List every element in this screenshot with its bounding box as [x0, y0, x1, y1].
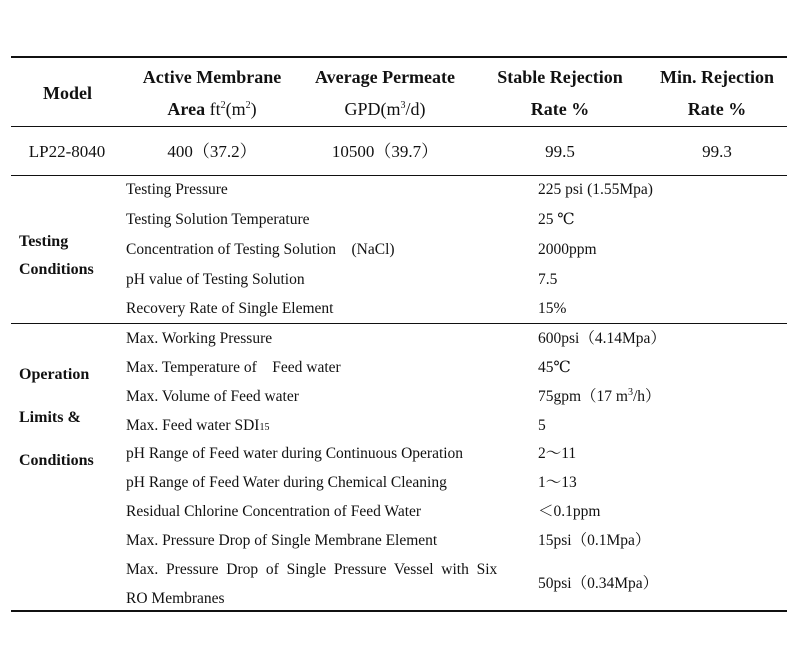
- operation-param-line1: Max. Pressure Drop of Single Pressure Vessel with Six: [126, 561, 498, 578]
- testing-conditions-label-line1: Testing: [19, 233, 69, 250]
- avg-permeate-value: 10500（39.7）: [331, 142, 439, 161]
- operation-param: Max. Feed water SDI15: [126, 417, 270, 434]
- top-rule: [11, 56, 787, 58]
- header-model: Model: [43, 83, 92, 103]
- stable-rejection-value: 99.5: [545, 142, 575, 161]
- testing-param: Concentration of Testing Solution (NaCl): [126, 241, 395, 258]
- operation-value: 600psi（4.14Mpa）: [538, 330, 666, 347]
- testing-value: 7.5: [538, 271, 558, 288]
- testing-param: Testing Solution Temperature: [126, 211, 310, 228]
- operation-value: 2～11: [538, 445, 577, 462]
- operation-param-line2: RO Membranes: [126, 590, 225, 607]
- header-avg-permeate-line2: $GPD(m^3/d)$: [344, 99, 426, 119]
- operation-label-line3: Conditions: [19, 452, 94, 469]
- operation-value: 15psi（0.1Mpa）: [538, 532, 651, 549]
- testing-section-rule: [11, 323, 787, 324]
- operation-param: pH Range of Feed water during Continuous Operation: [126, 445, 464, 462]
- header-stable-rejection-line2: Rate %: [530, 99, 590, 119]
- testing-value: 225 psi (1.55Mpa): [538, 181, 653, 198]
- testing-param: Testing Pressure: [126, 181, 228, 198]
- operation-param: Residual Chlorine Concentration of Feed Water: [126, 503, 422, 520]
- operation-value: 50psi（0.34Mpa）: [538, 575, 659, 592]
- active-area-value: 400（37.2）: [167, 142, 257, 161]
- operation-value: 5: [538, 417, 546, 434]
- operation-param: Max. Temperature of Feed water: [126, 359, 341, 376]
- operation-value: 75gpm（17 $m^3/h$）: [538, 386, 661, 405]
- testing-value: 25 ℃: [538, 211, 575, 228]
- header-avg-permeate-line1: Average Permeate: [314, 67, 456, 87]
- model-name: LP22-8040: [28, 142, 106, 161]
- operation-value: 45℃: [538, 359, 571, 376]
- header-min-rejection-line2: Rate %: [687, 99, 747, 119]
- min-rejection-value: 99.3: [702, 142, 732, 161]
- operation-param: Max. Volume of Feed water: [126, 388, 299, 405]
- testing-value: 2000ppm: [538, 241, 597, 258]
- model-row-rule: [11, 175, 787, 176]
- testing-param: pH value of Testing Solution: [126, 271, 305, 288]
- testing-conditions-label-line2: Conditions: [19, 261, 94, 278]
- header-active-area-line1: Active Membrane: [142, 67, 282, 87]
- operation-param: pH Range of Feed Water during Chemical Cleaning: [126, 474, 447, 491]
- operation-value: 1～13: [538, 474, 577, 491]
- bottom-rule: [11, 610, 787, 612]
- operation-label-line2: Limits &: [19, 409, 81, 426]
- header-stable-rejection-line1: Stable Rejection: [497, 67, 623, 87]
- operation-param: Max. Pressure Drop of Single Membrane Element: [126, 532, 438, 549]
- header-active-area-line2: Area $ft^2(m^2)$: [167, 99, 257, 119]
- operation-label-line1: Operation: [19, 366, 90, 383]
- testing-param: Recovery Rate of Single Element: [126, 300, 334, 317]
- header-min-rejection-line1: Min. Rejection: [660, 67, 774, 87]
- operation-param: Max. Working Pressure: [126, 330, 273, 347]
- header-rule: [11, 126, 787, 127]
- operation-value: ＜0.1ppm: [538, 503, 601, 520]
- testing-value: 15%: [538, 300, 567, 317]
